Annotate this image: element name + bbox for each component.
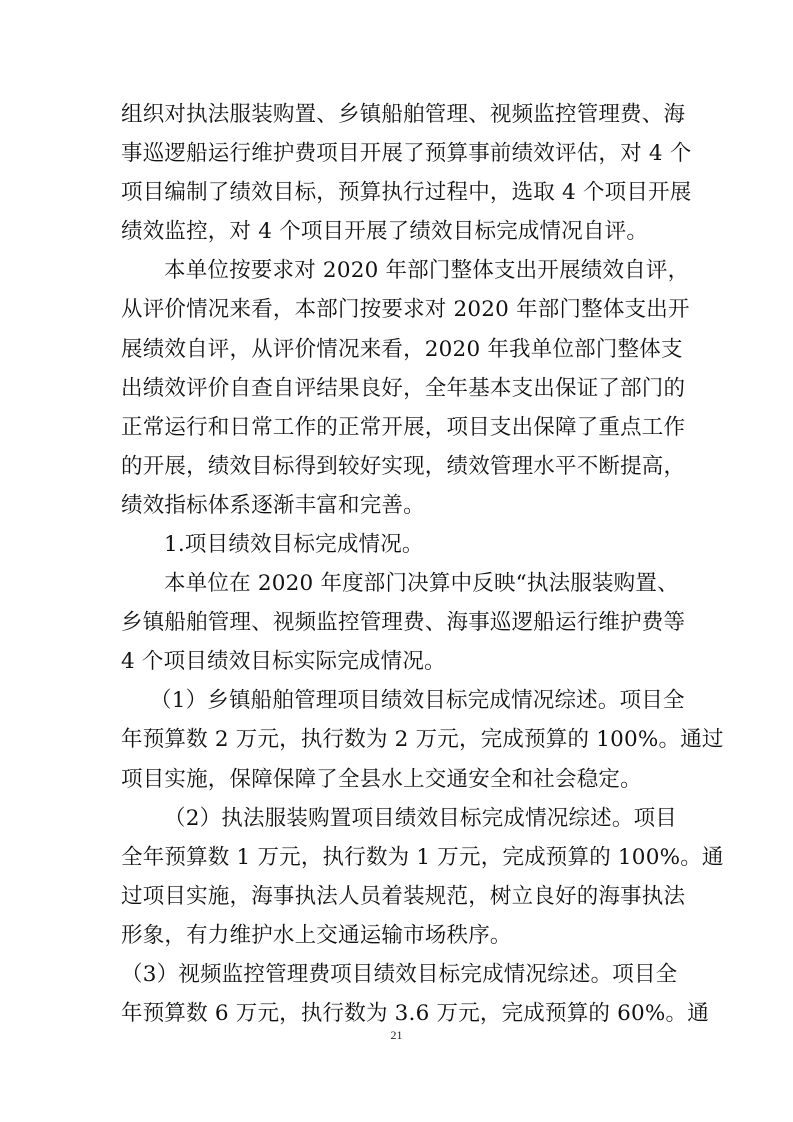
text-line: 绩效指标体系逐渐丰富和完善。	[121, 492, 425, 518]
paragraph-first-line: 本单位按要求对 2020 年部门整体支出开展绩效自评，	[164, 258, 690, 284]
paragraph-first-line: （1）乡镇船舶管理项目绩效目标完成情况综述。项目全	[150, 688, 685, 714]
paragraph-first-line: （3）视频监控管理费项目绩效目标完成情况综述。项目全	[121, 961, 678, 987]
text-line: 全年预算数 1 万元，执行数为 1 万元，完成预算的 100%。通	[121, 844, 724, 870]
section-heading: 1.项目绩效目标完成情况。	[164, 532, 424, 557]
text-line: 项目实施，保障保障了全县水上交通安全和社会稳定。	[121, 766, 642, 792]
text-line: 出绩效评价自查自评结果良好，全年基本支出保证了部门的	[121, 375, 686, 401]
text-line: 展绩效自评，从评价情况来看，2020 年我单位部门整体支	[121, 336, 683, 362]
text-line: 组织对执法服装购置、乡镇船舶管理、视频监控管理费、海	[121, 102, 686, 127]
page-number: 21	[390, 1028, 403, 1042]
text-line: 项目编制了绩效目标，预算执行过程中，选取 4 个项目开展	[121, 180, 692, 206]
text-line: 的开展，绩效目标得到较好实现，绩效管理水平不断提高，	[121, 453, 686, 479]
text-line: 正常运行和日常工作的正常开展，项目支出保障了重点工作	[121, 414, 686, 440]
text-line: 形象，有力维护水上交通运输市场秩序。	[121, 922, 512, 948]
text-line: 4 个项目绩效目标实际完成情况。	[121, 649, 446, 675]
text-line: 从评价情况来看，本部门按要求对 2020 年部门整体支出开	[121, 297, 690, 323]
text-line: 绩效监控，对 4 个项目开展了绩效目标完成情况自评。	[121, 219, 649, 245]
text-line: 年预算数 6 万元，执行数为 3.6 万元，完成预算的 60%。通	[121, 1001, 709, 1026]
text-line: 事巡逻船运行维护费项目开展了预算事前绩效评估，对 4 个	[121, 141, 692, 167]
text-line: 过项目实施，海事执法人员着装规范，树立良好的海事执法	[121, 883, 686, 909]
text-line: 年预算数 2 万元，执行数为 2 万元，完成预算的 100%。通过	[121, 727, 724, 753]
text-line: 乡镇船舶管理、视频监控管理费、海事巡逻船运行维护费等	[121, 610, 686, 636]
paragraph-first-line: （2）执法服装购置项目绩效目标完成情况综述。项目	[164, 805, 677, 831]
paragraph-first-line: 本单位在 2020 年度部门决算中反映“执法服装购置、	[164, 571, 679, 596]
